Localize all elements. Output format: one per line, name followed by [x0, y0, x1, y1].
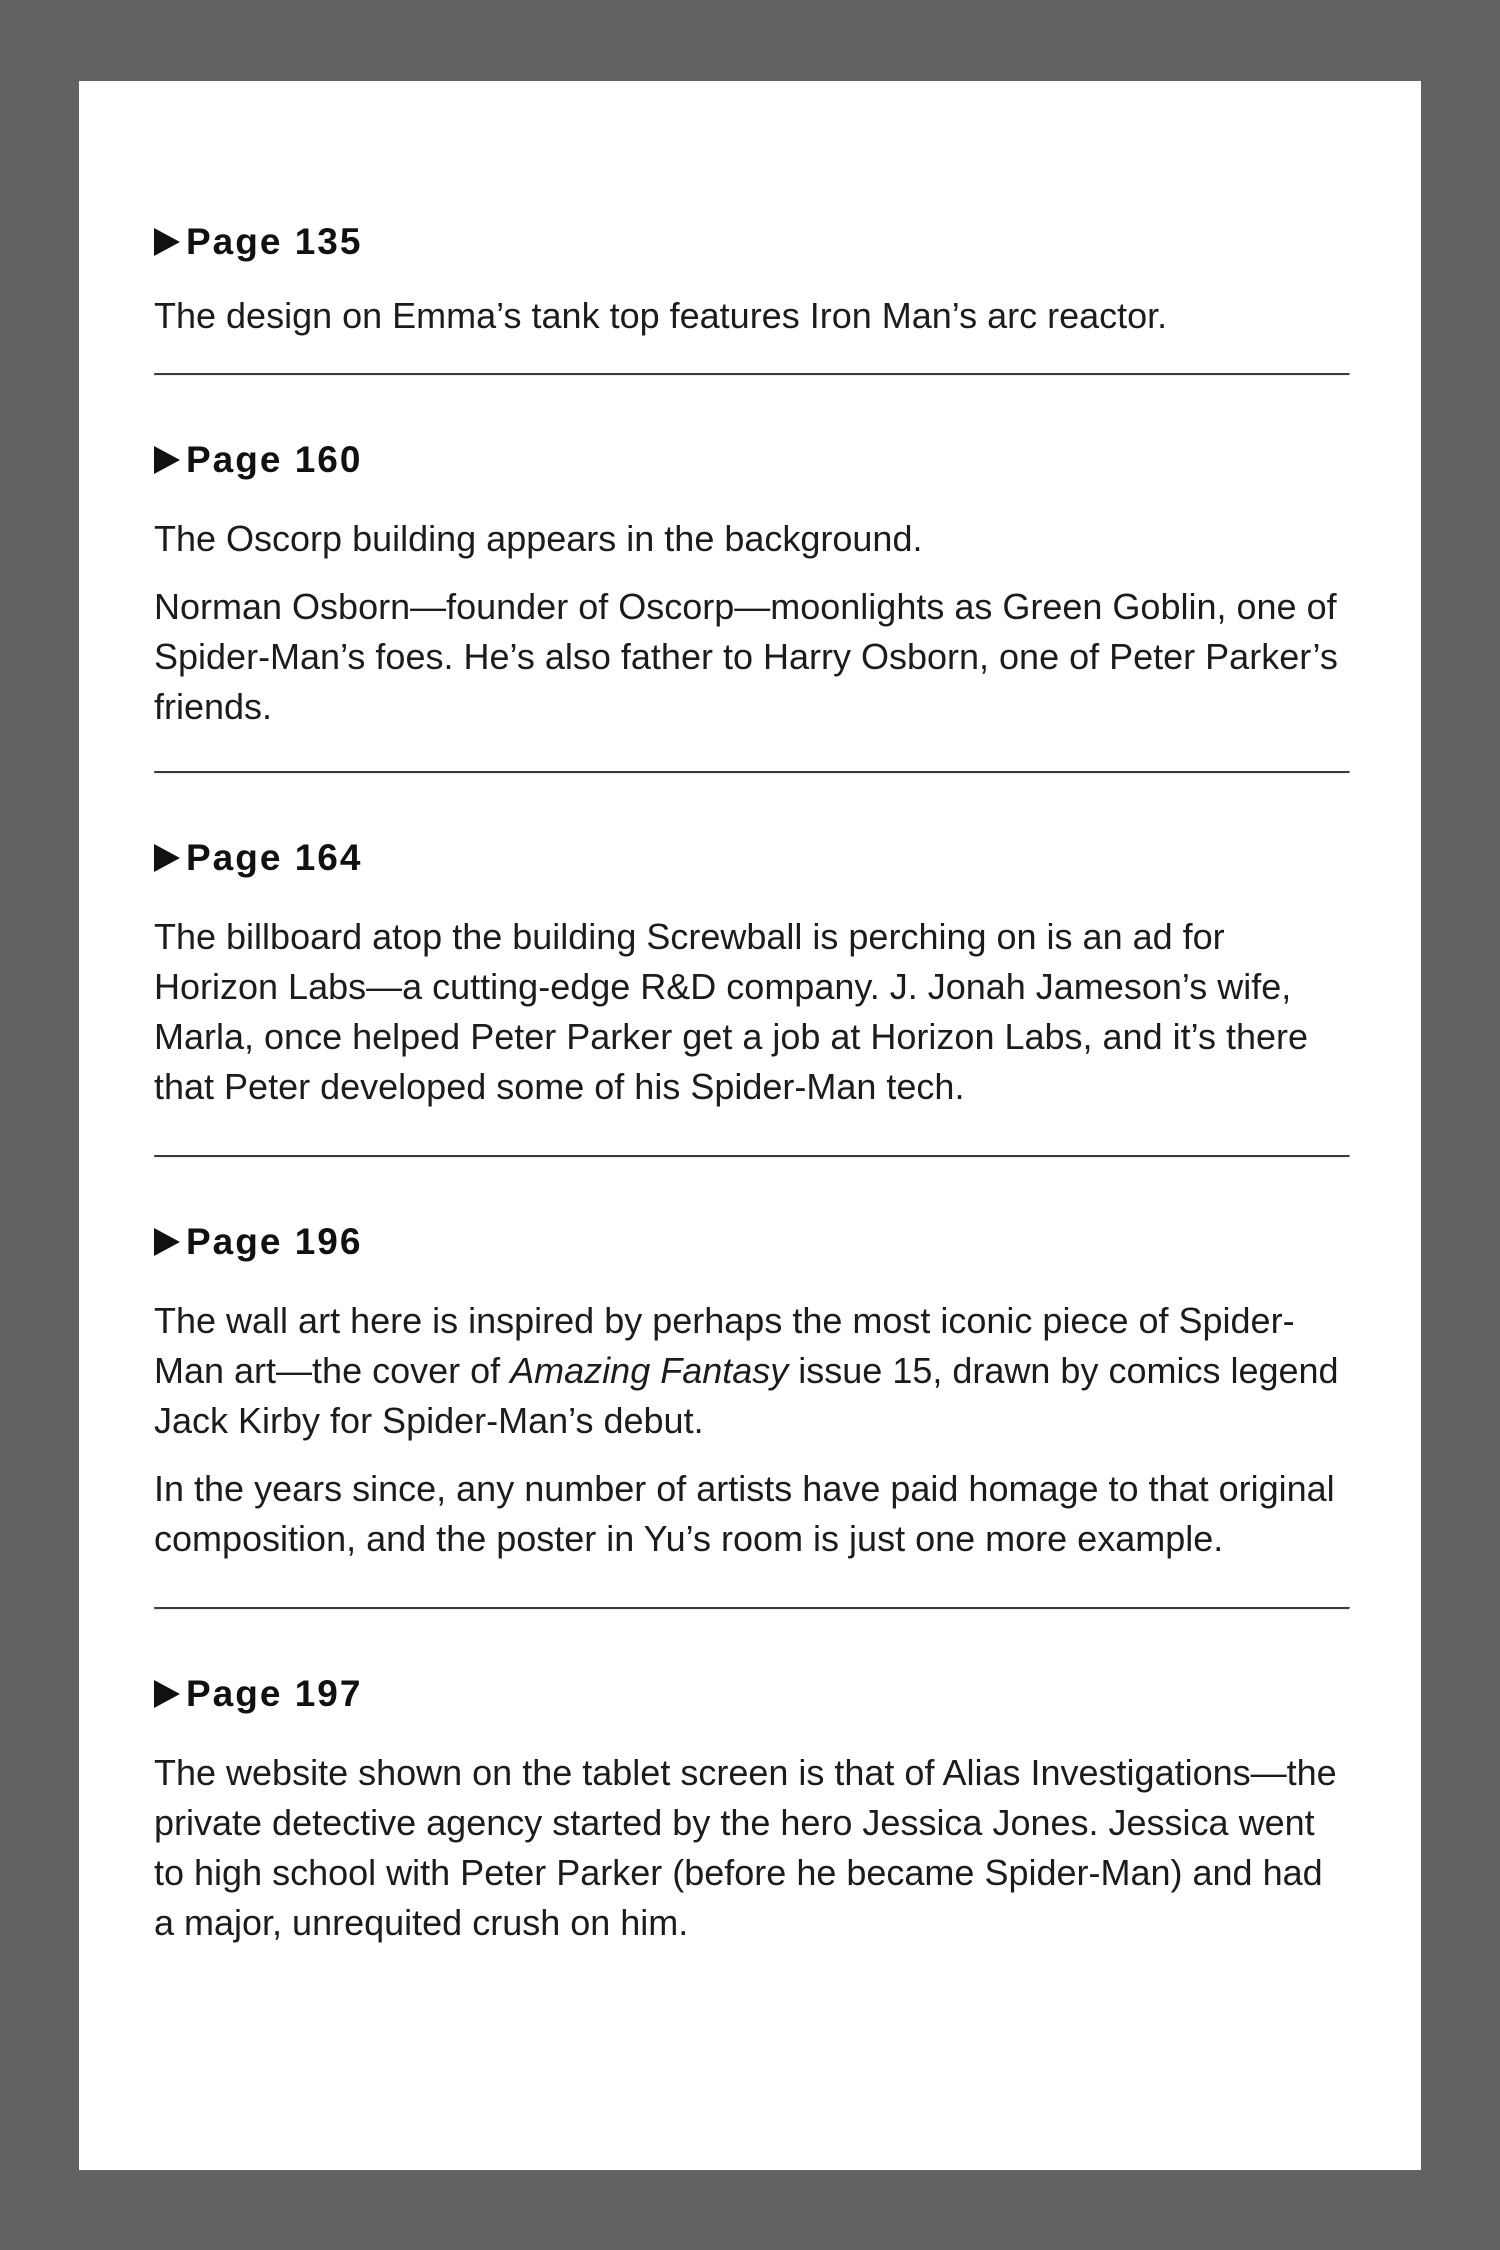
- divider: [154, 373, 1350, 376]
- play-arrow-icon: [154, 446, 180, 474]
- play-arrow-icon: [154, 844, 180, 872]
- note-heading: [154, 217, 1350, 267]
- notes-list: [154, 217, 1350, 1948]
- note-paragraph: The website shown on the tablet screen is that of Alias Investigations—the private detective agency started by the hero Jessica Jones. Jessica went to high school with Peter Parker (before he became Spider-Man) and had a major, unrequited crush on him.: [154, 1752, 1337, 1943]
- note-heading-text: Page 135: [186, 221, 363, 262]
- note-paragraph: Norman Osborn—founder of Oscorp—moonlights as Green Goblin, one of Spider-Man’s foes. He’s also father to Harry Osborn, one of Peter Parker’s friends.: [154, 586, 1338, 727]
- play-arrow-icon: [154, 1228, 180, 1256]
- note-text: issue 15, drawn by comics legend Jack Kirby for Spider-Man’s debut.: [154, 1350, 1339, 1441]
- note-paragraph: The design on Emma’s tank top features Iron Man’s arc reactor.: [154, 295, 1168, 336]
- note-page-197: [154, 1669, 1350, 1948]
- note-heading: [154, 435, 1350, 485]
- note-heading: [154, 833, 1350, 883]
- note-heading-text: Page 197: [186, 1673, 363, 1714]
- divider: [154, 1607, 1350, 1610]
- divider: [154, 1155, 1350, 1158]
- note-heading-text: Page 164: [186, 837, 363, 878]
- divider: [154, 771, 1350, 774]
- note-page-164: [154, 833, 1350, 1112]
- note-heading: [154, 1217, 1350, 1267]
- note-paragraph: In the years since, any number of artists have paid homage to that original composition, and the poster in Yu’s room is just one more example.: [154, 1468, 1335, 1559]
- document-page: [79, 81, 1421, 2170]
- note-paragraph: [154, 1296, 1350, 1446]
- note-heading: [154, 1669, 1350, 1719]
- play-arrow-icon: [154, 1680, 180, 1708]
- note-page-135: [154, 217, 1350, 341]
- note-paragraph: The billboard atop the building Screwball is perching on is an ad for Horizon Labs—a cutting-edge R&D company. J. Jonah Jameson’s wife, Marla, once helped Peter Parker get a job at Horizon Labs, and it’s there that Peter developed some of his Spider-Man tech.: [154, 916, 1309, 1107]
- note-page-160: [154, 435, 1350, 732]
- play-arrow-icon: [154, 228, 180, 256]
- note-heading-text: Page 196: [186, 1221, 363, 1262]
- book-title: Amazing Fantasy: [510, 1350, 789, 1391]
- note-heading-text: Page 160: [186, 439, 363, 480]
- note-text: The wall art here is inspired by perhaps the most iconic piece of Spider-Man art—the cover of: [154, 1300, 1295, 1391]
- note-page-196: [154, 1217, 1350, 1564]
- note-paragraph: The Oscorp building appears in the background.: [154, 518, 923, 559]
